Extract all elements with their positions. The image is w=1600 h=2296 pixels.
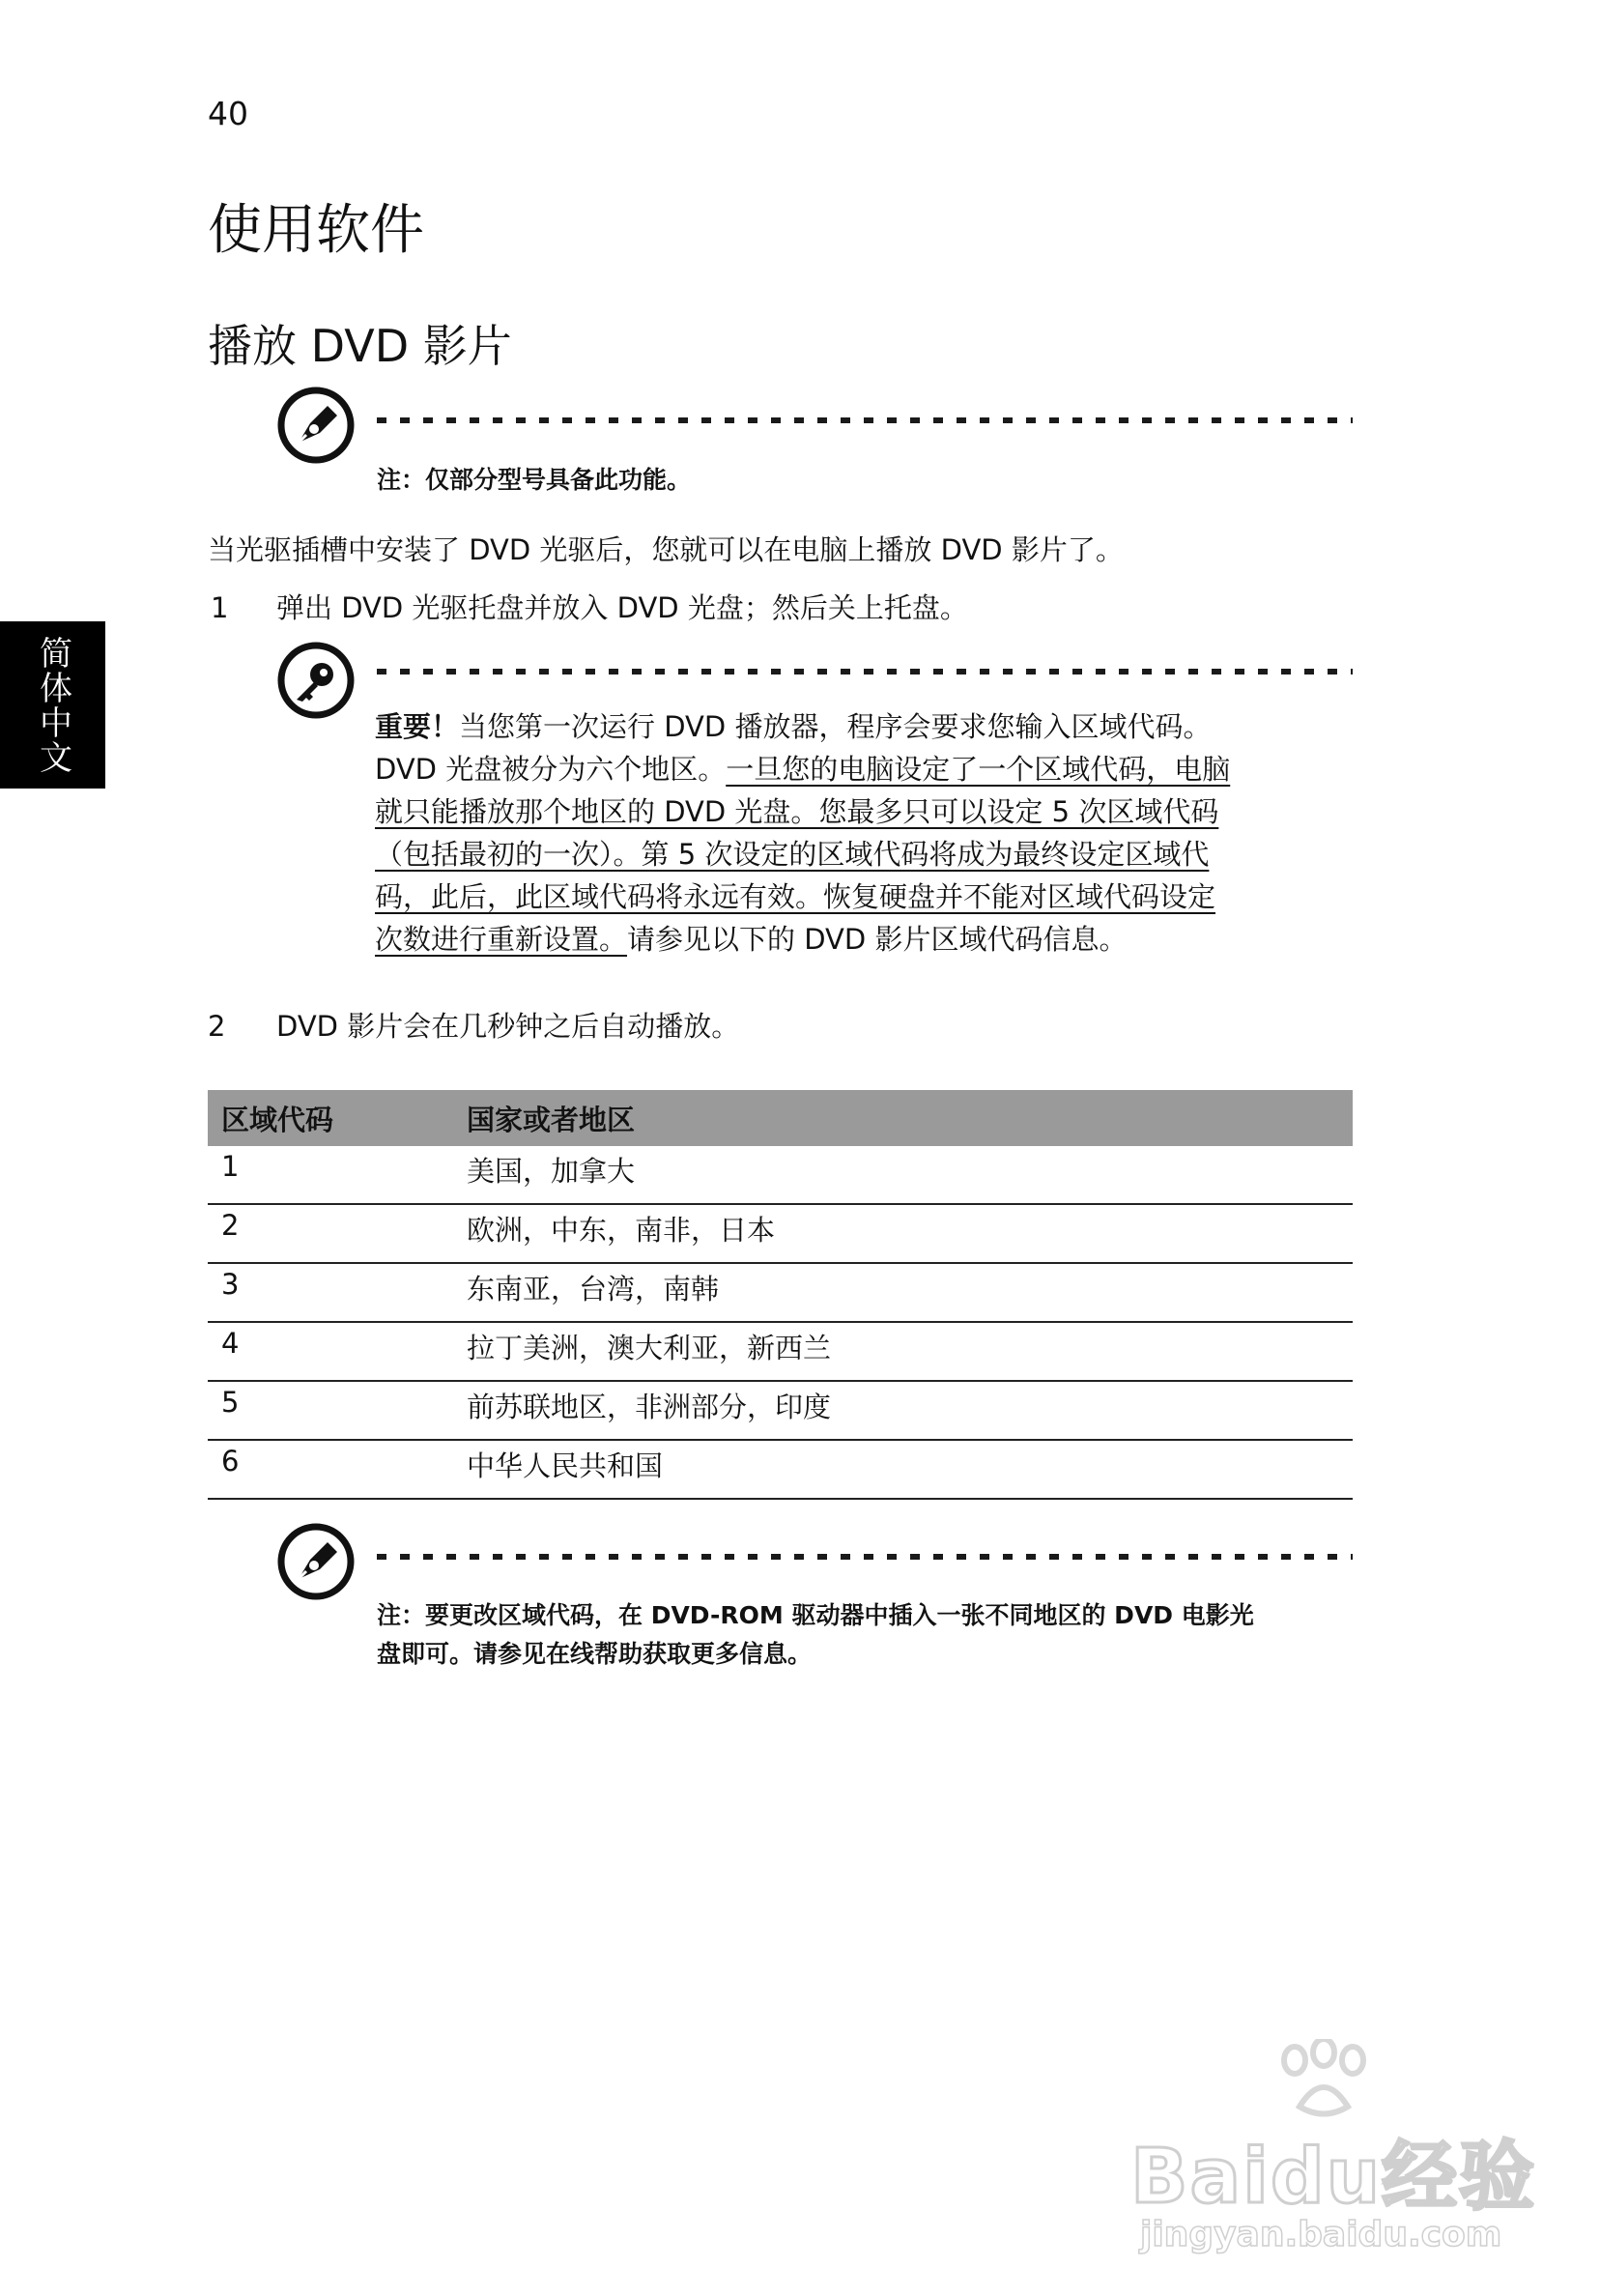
table-header-row: [208, 1090, 1353, 1146]
page-title: 使用软件: [208, 199, 424, 262]
table-cell: 1: [208, 1146, 453, 1204]
table-cell: 2: [208, 1204, 453, 1263]
important-line-4: （包括最初的一次）。第 5 次设定的区域代码将成为最终设定区域代: [375, 838, 1210, 871]
note-text-line-1: 注：要更改区域代码，在 DVD-ROM 驱动器中插入一张不同地区的 DVD 电影光: [377, 1601, 1254, 1629]
table-cell: 3: [208, 1263, 453, 1322]
key-note-icon: [277, 642, 355, 719]
table-cell: 中华人民共和国: [453, 1440, 1353, 1499]
table-cell: 4: [208, 1322, 453, 1381]
table-row: [208, 1263, 1353, 1322]
region-code-table: [208, 1090, 1353, 1500]
paw-icon: [1266, 2039, 1382, 2126]
table-row: [208, 1204, 1353, 1263]
note-divider: [377, 417, 1353, 423]
table-row: [208, 1381, 1353, 1440]
table-cell: 美国，加拿大: [453, 1146, 1353, 1204]
section-title: 播放 DVD 影片: [208, 320, 512, 372]
table-cell: 拉丁美洲，澳大利亚，新西兰: [453, 1322, 1353, 1381]
intro-paragraph: 当光驱插槽中安装了 DVD 光驱后，您就可以在电脑上播放 DVD 影片了。: [208, 533, 1124, 566]
important-label: 重要！: [375, 710, 460, 743]
important-line-5: 码，此后，此区域代码将永远有效。恢复硬盘并不能对区域代码设定: [375, 880, 1216, 913]
table-row: [208, 1146, 1353, 1204]
pen-note-icon: [277, 387, 355, 464]
table-cell: 6: [208, 1440, 453, 1499]
table-cell: 欧洲，中东，南非，日本: [453, 1204, 1353, 1263]
language-side-tab: [0, 621, 105, 789]
important-line-3: 就只能播放那个地区的 DVD 光盘。您最多只可以设定 5 次区域代码: [375, 795, 1219, 828]
important-underlined-text: 一旦您的电脑设定了一个区域代码，电脑: [726, 753, 1231, 786]
table-header: 国家或者地区: [453, 1090, 1353, 1146]
note-text: 注：仅部分型号具备此功能。: [377, 466, 692, 494]
important-line-1: [375, 705, 1211, 748]
table-header: 区域代码: [208, 1090, 453, 1146]
side-tab-label: 简体中文: [33, 635, 72, 775]
page-number: 40: [208, 95, 248, 132]
table-cell: 5: [208, 1381, 453, 1440]
step-text: 弹出 DVD 光驱托盘并放入 DVD 光盘；然后关上托盘。: [276, 591, 968, 624]
step-number: 2: [208, 1010, 226, 1043]
step-text: DVD 影片会在几秒钟之后自动播放。: [276, 1010, 740, 1043]
pen-note-icon: [277, 1523, 355, 1600]
table-cell: 前苏联地区，非洲部分，印度: [453, 1381, 1353, 1440]
important-line-2: [375, 748, 1230, 790]
important-divider: [377, 669, 1353, 674]
watermark-url: jingyan.baidu.com: [1140, 2215, 1502, 2254]
note-divider: [377, 1554, 1353, 1560]
watermark-brand: Baidu经验: [1130, 2134, 1537, 2221]
table-row: [208, 1322, 1353, 1381]
important-text: DVD 光盘被分为六个地区。: [375, 753, 727, 786]
important-text: 请参见以下的 DVD 影片区域代码信息。: [627, 923, 1128, 956]
baidu-watermark: [1111, 2039, 1565, 2261]
step-number: 1: [211, 591, 229, 624]
table-row: [208, 1440, 1353, 1499]
important-line-6: [375, 918, 1127, 961]
note-text-line-2: 盘即可。请参见在线帮助获取更多信息。: [377, 1640, 813, 1668]
important-text: 当您第一次运行 DVD 播放器，程序会要求您输入区域代码。: [459, 710, 1212, 743]
table-cell: 东南亚，台湾，南韩: [453, 1263, 1353, 1322]
important-underlined-text: 次数进行重新设置。: [375, 923, 628, 956]
